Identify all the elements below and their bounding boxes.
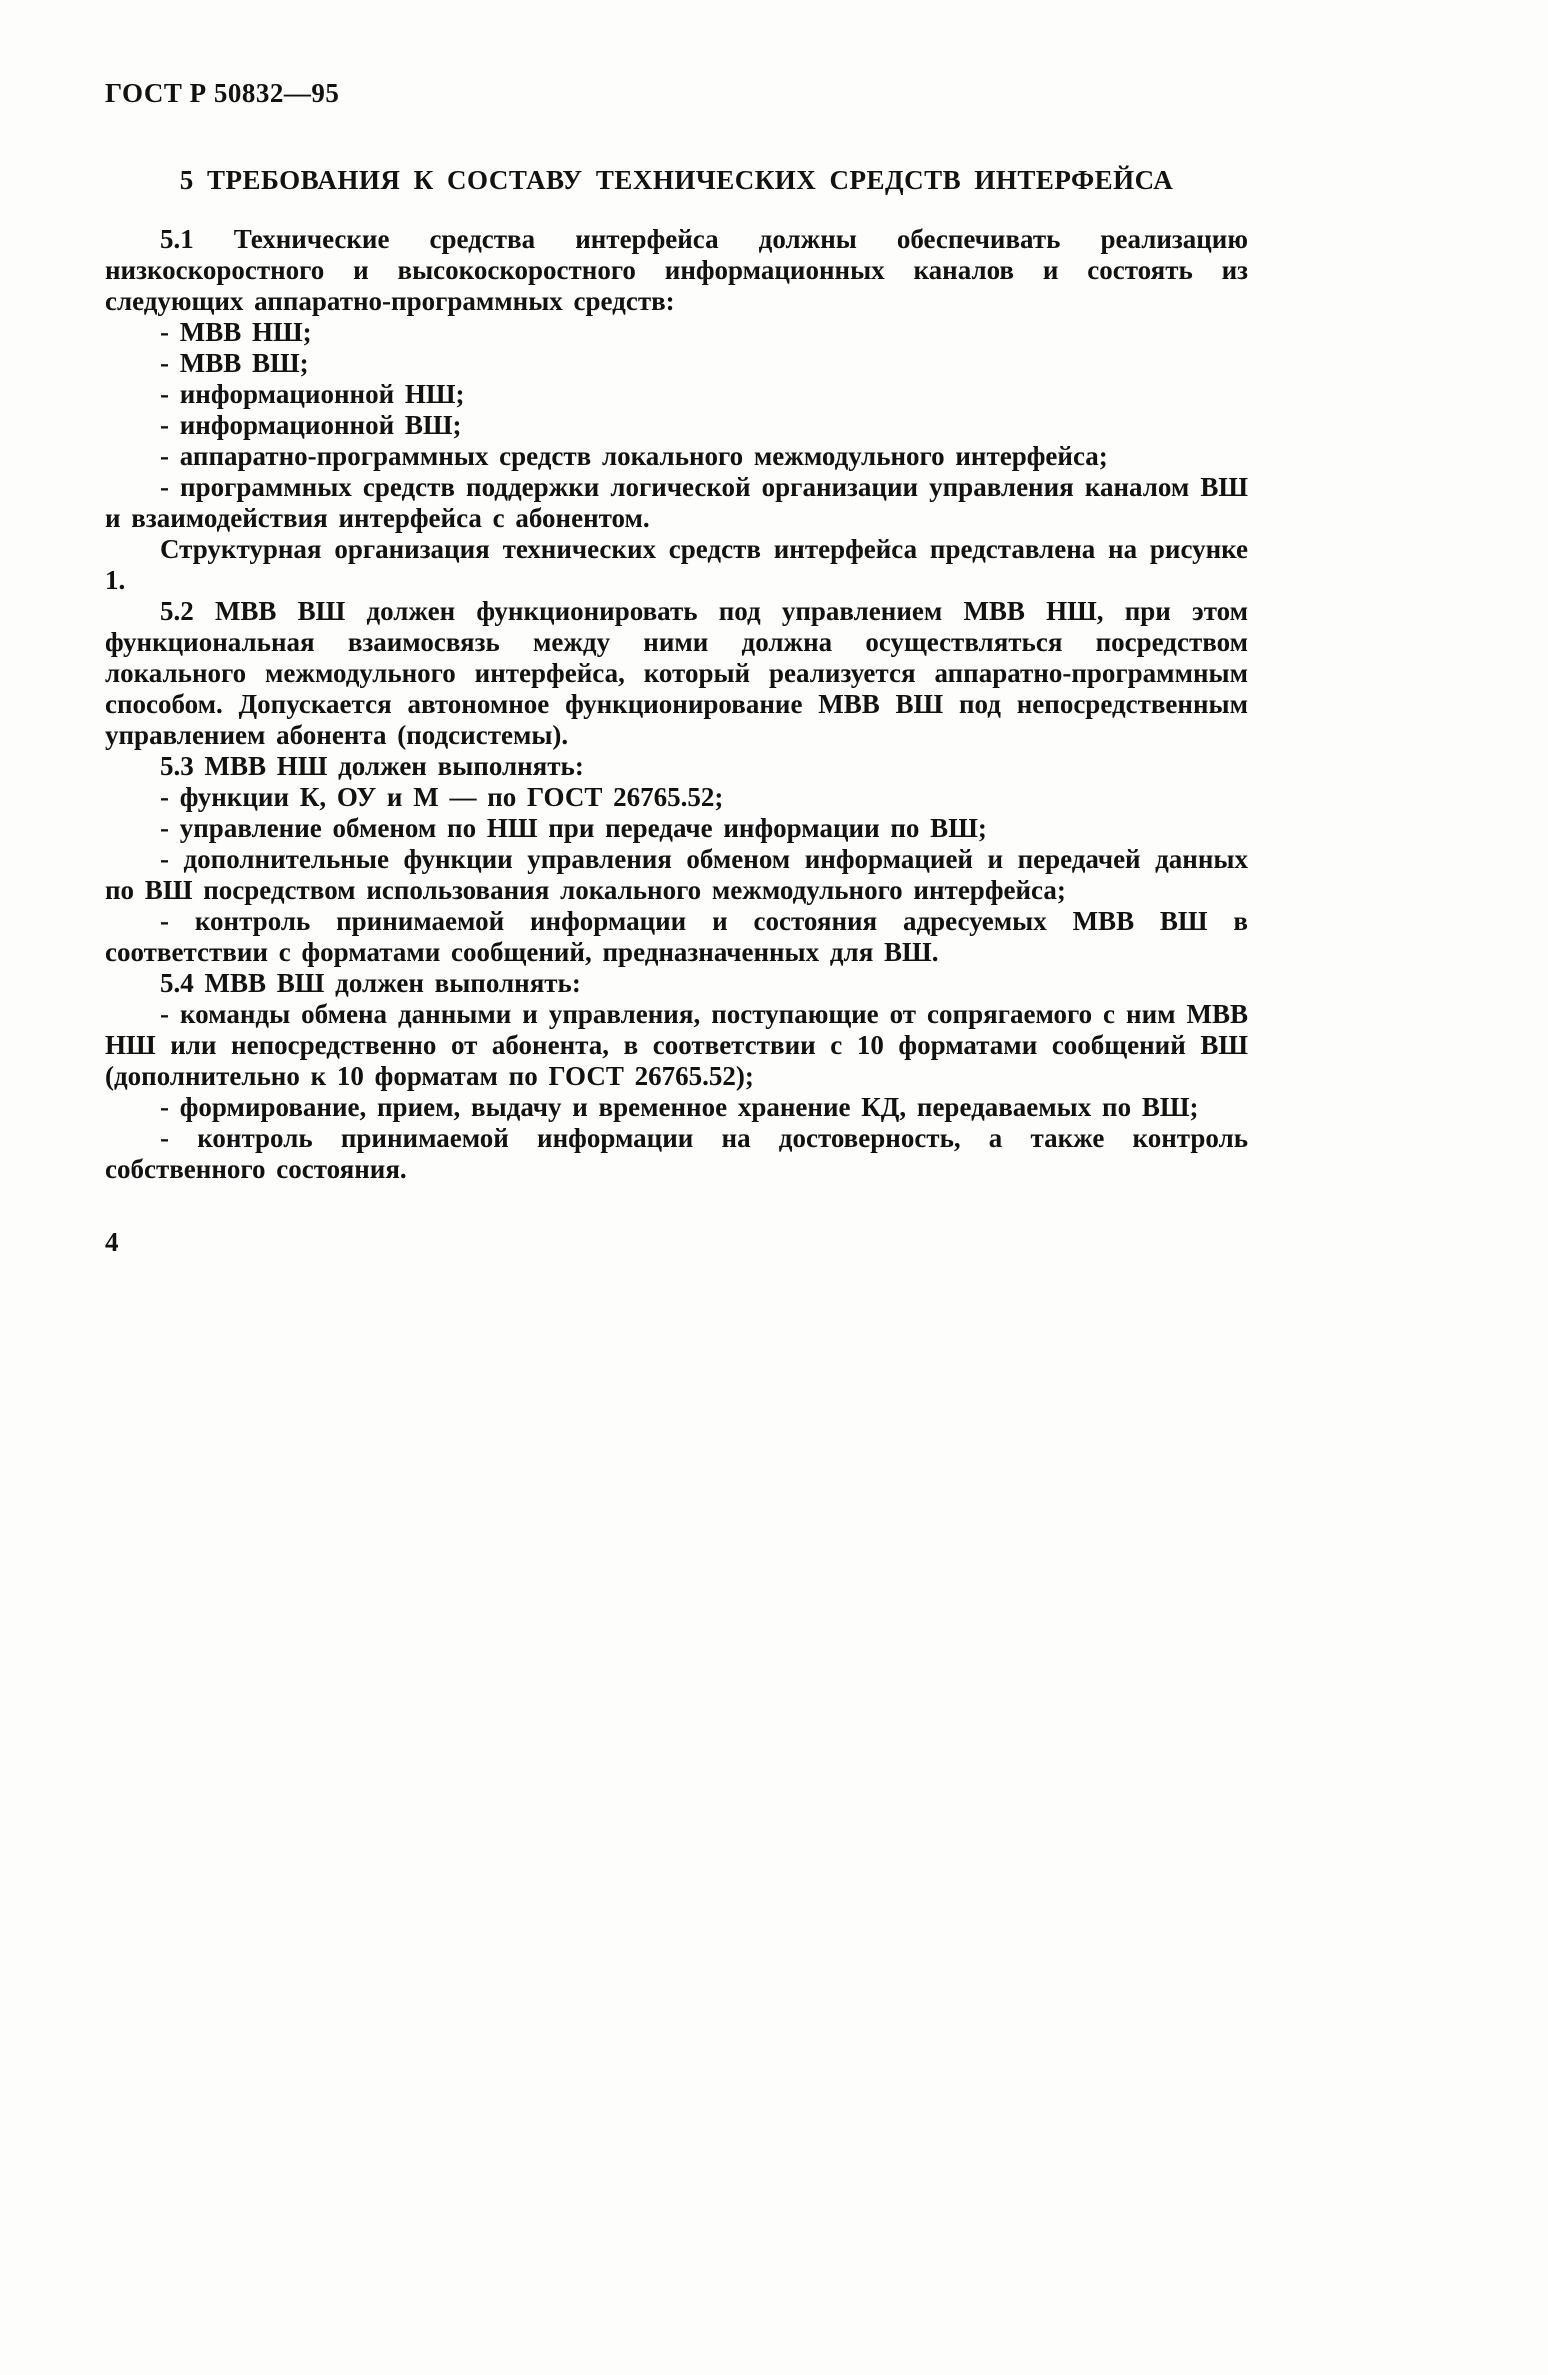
list-item-info-control: - контроль принимаемой информации и состояния адресуемых МВВ ВШ в соответствии с форматами сообщений, предназначенных для ВШ. (105, 906, 1248, 967)
page-number: 4 (105, 1227, 119, 1257)
paragraph-5-1: 5.1 Технические средства интерфейса должны обеспечивать реализацию низкоскоростного и высокоскоростного информационных каналов и состоять из следующих аппаратно-программных средств: (105, 224, 1248, 316)
list-item-commands: - команды обмена данными и управления, поступающие от сопрягаемого с ним МВВ НШ или непосредственно от абонента, в соответствии с 10 форматами сообщений ВШ (дополнительно к 10 форматам по ГОСТ 26765.52); (105, 999, 1248, 1091)
list-item-hw-sw: - аппаратно-программных средств локального межмодульного интерфейса; (160, 441, 1108, 471)
list-item-software: - программных средств поддержки логической организации управления каналом ВШ и взаимодействия интерфейса с абонентом. (105, 472, 1248, 533)
paragraph-5-3: 5.3 МВВ НШ должен выполнять: (160, 751, 584, 781)
document-code: ГОСТ Р 50832—95 (105, 78, 340, 108)
list-item-reliability-control: - контроль принимаемой информации на достоверность, а также контроль собственного состояния. (105, 1123, 1248, 1184)
list-item-exchange-control: - управление обменом по НШ при передаче информации по ВШ; (160, 813, 987, 843)
list-item-info-vsh: - информационной ВШ; (160, 410, 462, 440)
paragraph-structure: Структурная организация технических средств интерфейса представлена на рисунке 1. (105, 534, 1248, 595)
paragraph-5-2: 5.2 МВВ ВШ должен функционировать под управлением МВВ НШ, при этом функциональная взаимосвязь между ними должна осуществляться посредством локального межмодульного интерфейса, который реализуется аппаратно-программным способом. Допускается автономное функционирование МВВ ВШ под непосредственным управлением абонента (подсистемы). (105, 596, 1248, 750)
list-item-mvv-nsh: - МВВ НШ; (160, 317, 312, 347)
list-item-mvv-vsh: - МВВ ВШ; (160, 348, 309, 378)
list-item-additional-functions: - дополнительные функции управления обменом информацией и передачей данных по ВШ посредством использования локального межмодульного интерфейса; (105, 844, 1248, 905)
document-body (105, 224, 1248, 1185)
section-title: 5 ТРЕБОВАНИЯ К СОСТАВУ ТЕХНИЧЕСКИХ СРЕДСТВ ИНТЕРФЕЙСА (179, 165, 1174, 195)
list-item-functions: - функции К, ОУ и М — по ГОСТ 26765.52; (160, 782, 724, 812)
list-item-kd: - формирование, прием, выдачу и временное хранение КД, передаваемых по ВШ; (160, 1092, 1199, 1122)
paragraph-5-4: 5.4 МВВ ВШ должен выполнять: (160, 968, 581, 998)
list-item-info-nsh: - информационной НШ; (160, 379, 465, 409)
